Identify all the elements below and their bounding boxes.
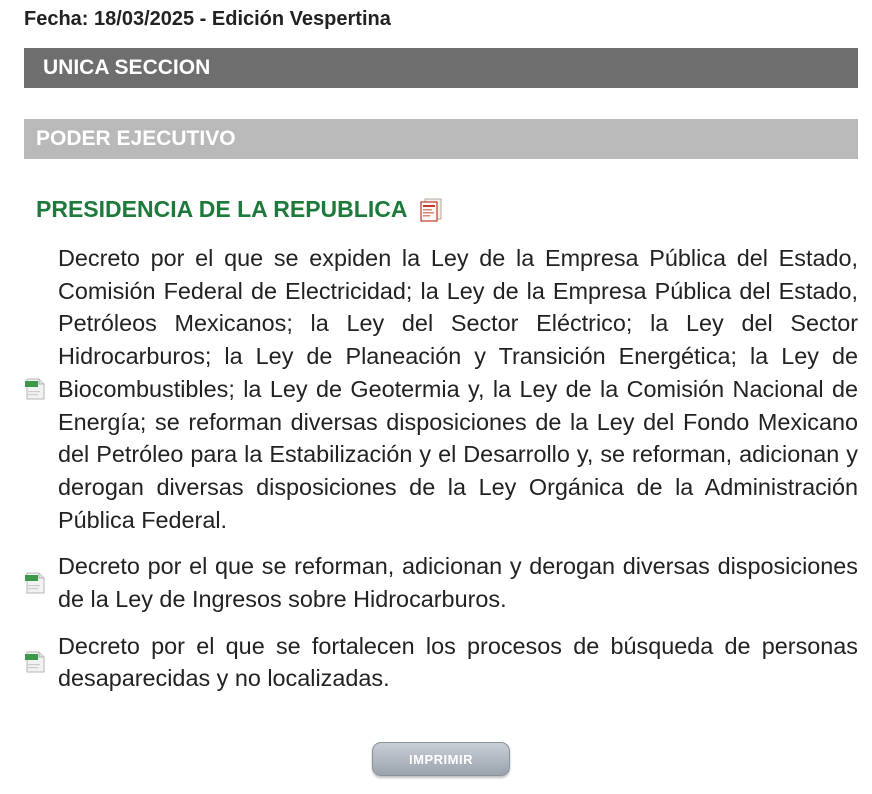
jpg-file-icon[interactable] [24, 649, 50, 675]
list-item [24, 630, 858, 695]
decree-link[interactable]: Decreto por el que se reforman, adicionan y derogan diversas disposiciones de la Ley de Ingresos sobre Hidrocarburos. [58, 553, 858, 613]
decree-list [24, 242, 858, 709]
pdf-icon[interactable] [419, 198, 445, 222]
dependency-title-text[interactable]: PRESIDENCIA DE LA REPUBLICA [36, 196, 408, 222]
jpg-file-icon[interactable] [24, 376, 50, 402]
decree-link[interactable]: Decreto por el que se expiden la Ley de la Empresa Pública del Estado, Comisión Federal de Electricidad; la Ley de la Empresa Pública del Estado, Petróleos Mexicanos; la Ley del Sector Eléctrico; la Ley del Sector Hidrocarburos; la Ley de Planeación y Transición Energética; la Ley de Biocombustibles; la Ley de Geotermia y, la Ley de la Comisión Nacional de Energía; se reforman diversas disposiciones de la Ley del Fondo Mexicano del Petróleo para la Estabilización y el Desarrollo y, se reforman, adicionan y derogan diversas disposiciones de la Ley Orgánica de la Administración Pública Federal. [58, 245, 858, 533]
list-item [24, 550, 858, 615]
decree-link[interactable]: Decreto por el que se fortalecen los procesos de búsqueda de personas desaparecidas y no localizadas. [58, 632, 858, 692]
jpg-file-icon[interactable] [24, 570, 50, 596]
list-item [24, 242, 858, 536]
dependency-title [36, 196, 445, 223]
print-button[interactable]: IMPRIMIR [372, 742, 510, 776]
edition-date: Fecha: 18/03/2025 - Edición Vespertina [24, 8, 391, 30]
section-header-poder-ejecutivo: PODER EJECUTIVO [24, 119, 858, 159]
section-header-unica: UNICA SECCION [24, 48, 858, 88]
